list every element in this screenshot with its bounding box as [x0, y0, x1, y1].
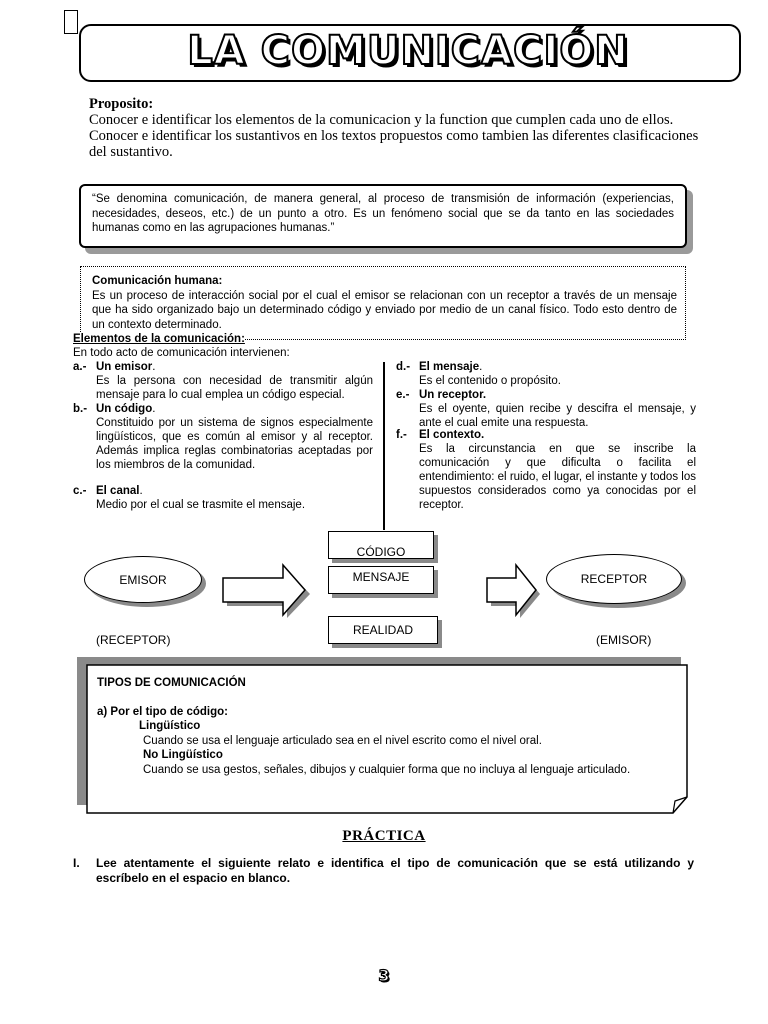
- tipos-subheading: a) Por el tipo de código:: [97, 705, 228, 718]
- element-item-contexto: [396, 428, 696, 512]
- item-label: a.-: [73, 361, 87, 373]
- arrow-right-icon: [484, 562, 540, 620]
- item-body: Es la circunstancia en que se inscribe la comunicación y que dificulta o facilita el entendimiento: el ruido, el lugar, el instante y todos los supuestos considerados como ya conocidas por el receptor.: [419, 443, 696, 511]
- item-label: b.-: [73, 403, 88, 415]
- element-item-mensaje: d.- El mensaje. Es el contenido o propósito.: [396, 360, 696, 388]
- realidad-box: [328, 616, 438, 644]
- practica-number: I.: [73, 856, 80, 870]
- item-label: c.-: [73, 485, 87, 497]
- receptor-label: RECEPTOR: [580, 572, 648, 586]
- mensaje-box: [328, 566, 434, 594]
- codigo-label: CÓDIGO: [356, 545, 406, 559]
- no-linguistico-text: Cuando se usa gestos, señales, dibujos y cualquier forma que no incluya al lenguaje articulado.: [143, 763, 631, 776]
- no-linguistico-heading: No Lingüístico: [143, 749, 223, 761]
- elements-title: Elementos de la comunicación:: [73, 333, 245, 345]
- item-heading: El mensaje: [419, 361, 480, 373]
- item-body: Es el contenido o propósito.: [419, 375, 561, 387]
- purpose-line: Conocer e identificar los sustantivos en los textos propuestos como tambien las diferentes clasificaciones del sustantivo.: [89, 128, 699, 160]
- item-heading: Un receptor.: [419, 389, 487, 401]
- item-heading: Un emisor: [96, 361, 153, 373]
- linguistico-heading: Lingüístico: [139, 720, 201, 732]
- item-body: Es el oyente, quien recibe y descifra el mensaje, y ante el cual emite una respuesta.: [419, 403, 696, 429]
- codigo-box: [328, 531, 434, 559]
- item-label: e.-: [396, 389, 410, 401]
- tipos-section: [97, 676, 677, 777]
- emisor-label: EMISOR: [119, 572, 167, 587]
- item-body: Es la persona con necesidad de transmitir algún mensaje para lo cual emplea un código especial.: [96, 375, 373, 401]
- page-number: 3: [378, 966, 390, 985]
- item-heading: Un código: [96, 403, 153, 415]
- element-item-canal: c.- El canal. Medio por el cual se trasmite el mensaje.: [73, 484, 373, 512]
- human-communication-text: [92, 274, 677, 332]
- purpose-line: Conocer e identificar los elementos de la comunicacion y la function que cumplen cada uno de ellos.: [89, 112, 674, 128]
- purpose-heading: Proposito:: [89, 96, 154, 112]
- definition-quote: “Se denomina comunicación, de manera general, al proceso de transmisión de información (experiencias, necesidades, deseos, etc.) de un punto a otro. Es un fenómeno social que se da tanto en las sociedades humanas como en las agrupaciones humanas.”: [92, 193, 674, 234]
- item-body: Medio por el cual se trasmite el mensaje.: [96, 499, 306, 511]
- item-label: d.-: [396, 361, 411, 373]
- practica-title: PRÁCTICA: [342, 828, 426, 844]
- corner-box: [64, 10, 78, 34]
- elements-intro: En todo acto de comunicación intervienen:: [73, 347, 290, 359]
- mensaje-label: MENSAJE: [352, 570, 410, 584]
- item-heading: El canal: [96, 485, 140, 497]
- receptor-sublabel: (EMISOR): [596, 633, 652, 647]
- purpose-section: [89, 96, 709, 160]
- element-item-emisor: a.- Un emisor. Es la persona con necesidad de transmitir algún mensaje para lo cual emplea un código especial.: [73, 361, 373, 401]
- item-heading: El contexto.: [419, 429, 485, 441]
- element-item-receptor: [396, 388, 696, 430]
- page-title: LA COMUNICACIÓN: [187, 28, 629, 74]
- column-divider: [383, 362, 385, 530]
- linguistico-text: Cuando se usa el lenguaje articulado sea en el nivel escrito como el nivel oral.: [143, 734, 542, 747]
- item-label: f.-: [396, 429, 407, 441]
- element-item-codigo: b.- Un código. Constituido por un sistema de signos especialmente lingüísticos, que es común al emisor y al receptor. Además implica reglas combinatorias aceptadas por los miembros de la comunidad.: [73, 403, 373, 471]
- arrow-right-icon: [220, 562, 310, 620]
- emisor-oval: [84, 556, 202, 603]
- tipos-heading: TIPOS DE COMUNICACIÓN: [97, 677, 246, 689]
- human-communication-body: Es un proceso de interacción social por el cual el emisor se relacionan con un receptor a través de un mensaje que ha sido organizado bajo un determinado código y enviado por medio de un canal físico. Todo esto dentro de un contexto determinado.: [92, 289, 677, 331]
- item-body: Constituido por un sistema de signos especialmente lingüísticos, que es común al emisor y al receptor. Además implica reglas combinatorias aceptadas por los miembros de la comunidad.: [96, 417, 373, 471]
- human-communication-heading: Comunicación humana:: [92, 275, 223, 287]
- practica-instruction: Lee atentamente el siguiente relato e identifica el tipo de comunicación que se está utilizando y escríbelo en el espacio en blanco.: [96, 856, 694, 885]
- emisor-sublabel: (RECEPTOR): [96, 633, 171, 647]
- receptor-oval: [546, 554, 682, 604]
- realidad-label: REALIDAD: [352, 623, 414, 637]
